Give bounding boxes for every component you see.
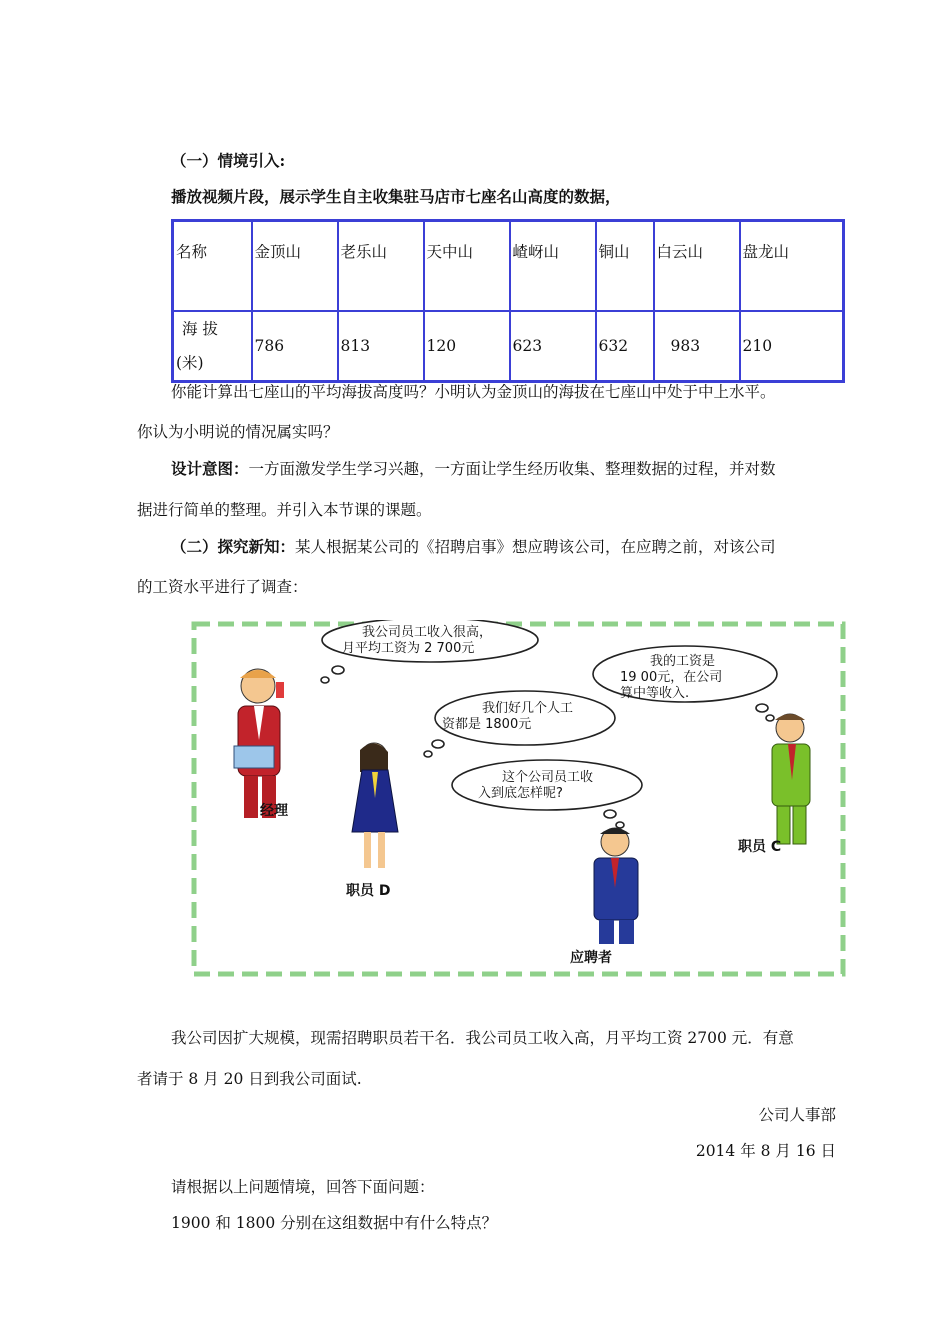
table-cell: 120 [424,311,510,382]
staff-c-figure [772,714,810,844]
manager-figure [234,669,284,818]
bubble-c-line3: 算中等收入. [620,686,690,701]
closing-line1: 请根据以上问题情境，回答下面问题： [171,1178,435,1196]
table-cell: 天中山 [424,221,510,312]
question1-line1: 你能计算出七座山的平均海拔高度吗？小明认为金顶山的海拔在七座山中处于中上水平。 [171,383,776,401]
design-line1 [171,458,776,480]
section1-heading: （一）情境引入: [171,151,286,170]
altitude-label: 海 拔 [182,320,218,338]
section2-line1 [171,536,776,558]
bubble-d-line1: 我们好几个人工 [482,701,574,716]
section1-intro: 播放视频片段，展示学生自主收集驻马店市七座名山高度的数据， [171,187,621,206]
table-cell: 白云山 [654,221,740,312]
table-cell: 嵖岈山 [510,221,596,312]
table-cell: 老乐山 [338,221,424,312]
label-applicant: 应聘者 [570,950,612,966]
notice-signature: 公司人事部 [758,1106,836,1124]
closing-line2: 1900 和 1800 分别在这组数据中有什么特点？ [171,1214,498,1232]
table-cell: 786 [252,311,338,382]
section2-line2: 的工资水平进行了调查： [137,578,308,596]
table-cell: 盘龙山 [740,221,844,312]
bubble-c-line2: 19 00元，在公司 [620,670,723,685]
bubble-applicant-line2: 入到底怎样呢? [478,786,563,801]
bubble-manager-line1: 我公司员工收入很高， [362,625,493,640]
table-row-heights [173,311,844,382]
table-cell: 813 [338,311,424,382]
design-text: 一方面激发学生学习兴趣，一方面让学生经历收集、整理数据的过程，并对数 [248,460,776,478]
section2-text: 某人根据某公司的《招聘启事》想应聘该公司，在应聘之前，对该公司 [295,538,776,556]
table-header-name: 名称 [173,221,252,312]
notice-line1: 我公司因扩大规模，现需招聘职员若干名．我公司员工收入高，月平均工资 2700 元．有意 [171,1029,794,1047]
bubble-d-line2: 资都是 1800元 [442,717,532,732]
design-label: 设计意图： [171,459,249,478]
table-cell: 210 [740,311,844,382]
table-cell: 983 [654,311,740,382]
question1-line2: 你认为小明说的情况属实吗？ [137,423,339,441]
mountain-table [171,219,845,383]
altitude-unit: (米) [176,354,204,372]
label-staff-d: 职员 D [346,883,391,899]
table-row-names [173,221,844,312]
bubble-manager-line2: 月平均工资为 2 700元 [342,641,475,656]
label-staff-c: 职员 C [738,839,782,855]
staff-d-figure [352,743,398,868]
cartoon-illustration [190,620,847,978]
notice-line2: 者请于 8 月 20 日到我公司面试. [137,1070,362,1088]
table-cell: 632 [596,311,654,382]
table-cell: 623 [510,311,596,382]
bubble-applicant-line1: 这个公司员工收 [502,770,594,785]
table-cell: 铜山 [596,221,654,312]
table-header-altitude [173,311,252,382]
section2-label: （二）探究新知： [171,537,296,556]
label-manager: 经理 [260,803,288,819]
table-cell: 金顶山 [252,221,338,312]
design-line2: 据进行简单的整理。并引入本节课的课题。 [137,501,432,519]
applicant-figure [594,828,638,944]
bubble-c-line1: 我的工资是 [650,654,716,669]
notice-date: 2014 年 8 月 16 日 [695,1142,836,1160]
